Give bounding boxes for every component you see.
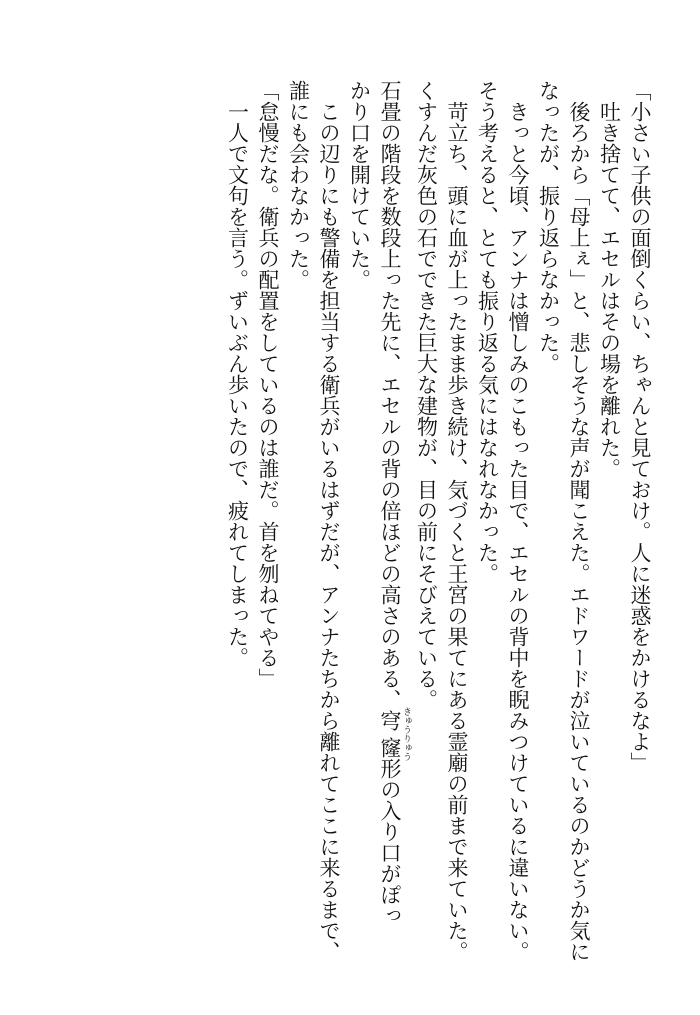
text-line: かり口を開けていた。 [347, 80, 372, 290]
text-line: この辺りにも警備を担当する衛兵がいるはずだが、アンナたちから離れてここに来るまで、 [317, 101, 341, 962]
text-line: 誰にも会わなかった。 [286, 80, 311, 290]
ruby-annotation [378, 707, 411, 761]
text-line: 吐き捨てて、エセルはその場を離れた。 [597, 101, 622, 479]
paragraph-block-2 [222, 80, 472, 960]
text-line: 「小さい子供の面倒くらい、ちゃんと見ておけ。人に迷惑をかけるなよ」 [628, 80, 652, 773]
text-line: なったが、振り返らなかった。 [536, 80, 561, 374]
text-line: 苛立ち、頭に血が上ったまま歩き続け、気づくと王宮の果てにある霊廟の前まで来ていた。 [445, 101, 469, 962]
text-line: そう考えると、とても振り返る気にはなれなかった。 [475, 80, 500, 584]
text-line: きっと今頃、アンナは憎しみのこもった目で、エセルの背中を睨みつけているに違いない。 [506, 101, 530, 962]
vertical-text-body [192, 80, 656, 960]
text-segment: 石畳の階段を数段上った先に、エセルの背の倍ほどの高さのある、 [378, 80, 402, 710]
ruby-text: きゅうりゅう [401, 707, 411, 761]
text-line-with-ruby [375, 80, 412, 960]
text-line: 一人で文句を言う。ずいぶん歩いたので、疲れてしまった。 [225, 101, 250, 668]
text-line: 後ろから「母上ぇ」と、悲しそうな声が聞こえた。エドワードが泣いているのかどうか気に [567, 101, 591, 962]
paragraph-block-1 [472, 80, 655, 960]
ruby-base: 穹窿 [378, 707, 402, 761]
text-line: くすんだ灰色の石でできた巨大な建物が、目の前にそびえている。 [414, 80, 439, 710]
text-segment: 形の入り口がぽっ [378, 758, 402, 926]
text-line: 「怠慢だな。衛兵の配置をしているのは誰だ。首を刎ねてやる」 [256, 80, 280, 689]
